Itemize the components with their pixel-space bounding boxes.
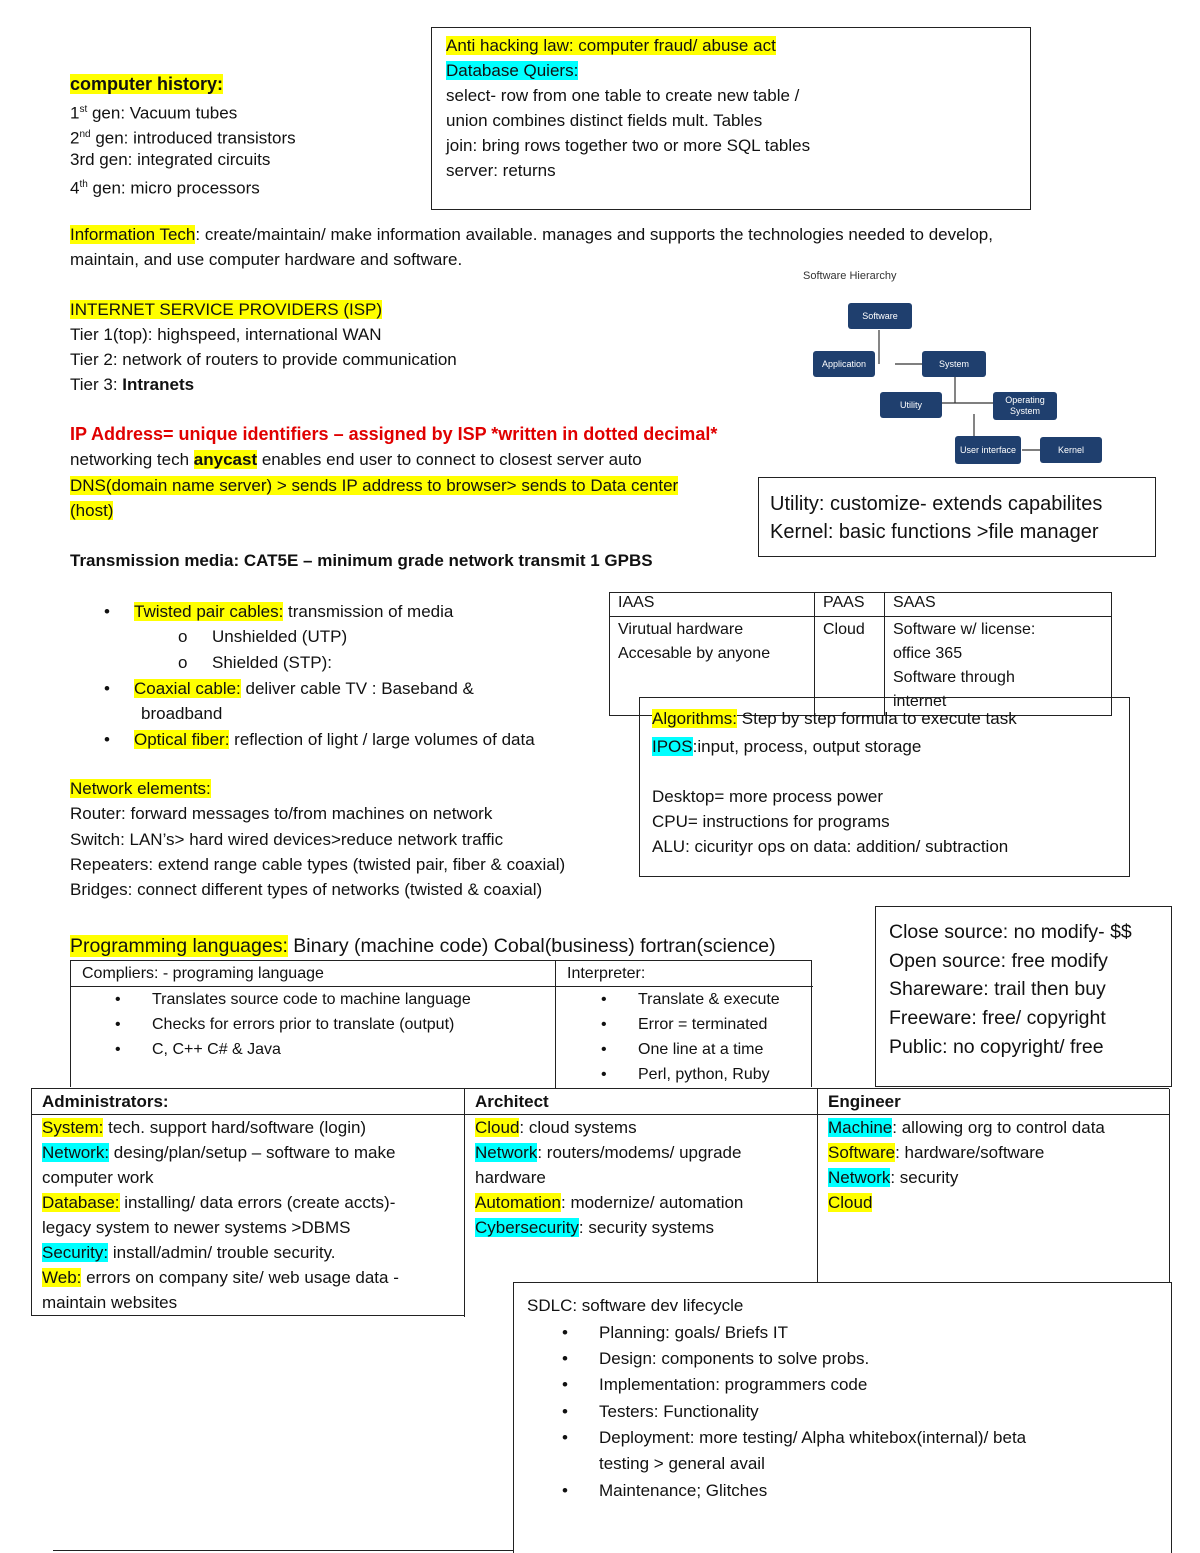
desktop-line: Desktop= more process power	[652, 787, 884, 806]
programming-languages-title: Programming languages: Binary (machine code) Cobal(business) fortran(science)	[70, 935, 776, 957]
arch-network: Network: routers/modems/ upgrade	[475, 1143, 742, 1162]
diagram-node-system: System	[922, 351, 986, 377]
isp-tier1: Tier 1(top): highspeed, international WAN	[70, 325, 382, 344]
admin-web-cont: maintain websites	[42, 1293, 178, 1312]
algorithms-box	[639, 697, 1130, 877]
coaxial-item-cont: broadband	[141, 704, 223, 723]
kernel-text: Kernel: basic functions >file manager	[770, 521, 1099, 543]
eng-machine: Machine: allowing org to control data	[828, 1118, 1105, 1137]
diagram-title: Software Hierarchy	[803, 270, 897, 282]
compiler-header: Compliers: - programing language	[82, 965, 324, 982]
close-source-line: Close source: no modify- $$	[889, 921, 1132, 943]
join-query-text: join: bring rows together two or more SQL tables	[446, 136, 811, 155]
arch-automation: Automation: modernize/ automation	[475, 1193, 744, 1212]
sdlc-box	[513, 1282, 1172, 1553]
alu-line: ALU: cicurityr ops on data: addition/ subtraction	[652, 837, 1009, 856]
license-types-box	[875, 906, 1172, 1087]
eng-software: Software: hardware/software	[828, 1143, 1045, 1162]
history-gen3: 3rd gen: integrated circuits	[70, 150, 271, 169]
diagram-node-utility: Utility	[880, 392, 942, 418]
server-text: server: returns	[446, 161, 556, 180]
repeaters-line: Repeaters: extend range cable types (twisted pair, fiber & coaxial)	[70, 855, 566, 874]
history-gen1: 1st gen: Vacuum tubes	[70, 103, 238, 123]
interpreter-header: Interpreter:	[567, 965, 646, 982]
algorithms-line: Algorithms: Step by step formula to execute task	[652, 709, 1017, 728]
open-source-line: Open source: free modify	[889, 950, 1108, 972]
eng-network: Network: security	[828, 1168, 959, 1187]
arch-network-cont: hardware	[475, 1168, 546, 1187]
iaas-header: IAAS	[610, 593, 815, 617]
shareware-line: Shareware: trail then buy	[889, 978, 1106, 1000]
history-gen2: 2nd gen: introduced transistors	[70, 128, 296, 148]
dns-line-cont: (host)	[70, 501, 114, 520]
sdlc-item: • Deployment: more testing/ Alpha whitebox(internal)/ beta	[562, 1428, 1027, 1447]
admin-web: Web: errors on company site/ web usage data -	[42, 1268, 399, 1287]
diagram-node-application: Application	[813, 351, 875, 377]
sdlc-item: • Maintenance; Glitches	[562, 1481, 768, 1500]
utility-kernel-box	[758, 477, 1156, 557]
saas-header: SAAS	[885, 593, 1112, 617]
isp-title: INTERNET SERVICE PROVIDERS (ISP)	[70, 300, 383, 319]
sdlc-item: • Implementation: programmers code	[562, 1375, 868, 1394]
admin-security: Security: install/admin/ trouble security.	[42, 1243, 336, 1262]
sdlc-item-cont: testing > general avail	[599, 1454, 765, 1473]
admin-system: System: tech. support hard/software (login)	[42, 1118, 367, 1137]
dns-line: DNS(domain name server) > sends IP address to browser> sends to Data center	[70, 476, 679, 495]
switch-line: Switch: LAN’s> hard wired devices>reduce network traffic	[70, 830, 504, 849]
sdlc-title: SDLC: software dev lifecycle	[527, 1296, 744, 1315]
arch-cybersecurity: Cybersecurity: security systems	[475, 1218, 715, 1237]
administrators-header: Administrators:	[42, 1092, 169, 1111]
transmission-title: Transmission media: CAT5E – minimum grade network transmit 1 GPBS	[70, 551, 653, 570]
ipos-line: IPOS:input, process, output storage	[652, 737, 922, 756]
admin-network: Network: desing/plan/setup – software to make	[42, 1143, 396, 1162]
coaxial-item: • Coaxial cable: deliver cable TV : Baseband &	[104, 679, 474, 698]
sdlc-item: • Planning: goals/ Briefs IT	[562, 1323, 788, 1342]
interpreter-item: • Error = terminated	[601, 1016, 768, 1033]
network-elements-title: Network elements:	[70, 779, 211, 798]
isp-tier2: Tier 2: network of routers to provide communication	[70, 350, 457, 369]
bridges-line: Bridges: connect different types of networks (twisted & coaxial)	[70, 880, 543, 899]
cpu-line: CPU= instructions for programs	[652, 812, 890, 831]
sdlc-item: • Testers: Functionality	[562, 1402, 759, 1421]
diagram-node-user-interface: User interface	[955, 436, 1021, 464]
history-title: computer history:	[70, 74, 224, 94]
engineer-header: Engineer	[828, 1092, 901, 1111]
stp-item: o Shielded (STP):	[178, 653, 332, 672]
utp-item: o Unshielded (UTP)	[178, 627, 348, 646]
compiler-item: • Translates source code to machine language	[115, 991, 471, 1008]
anycast-line: networking tech anycast enables end user to connect to closest server auto	[70, 450, 642, 469]
ip-address-title: IP Address= unique identifiers – assigned by ISP *written in dotted decimal*	[70, 424, 718, 444]
admin-database: Database: installing/ data errors (create accts)-	[42, 1193, 396, 1212]
sdlc-item: • Design: components to solve probs.	[562, 1349, 870, 1368]
arch-cloud: Cloud: cloud systems	[475, 1118, 637, 1137]
freeware-line: Freeware: free/ copyright	[889, 1007, 1106, 1029]
database-queries-heading: Database Quiers:	[446, 61, 579, 80]
admin-network-cont: computer work	[42, 1168, 154, 1187]
history-gen4: 4th gen: micro processors	[70, 178, 260, 198]
compiler-interpreter-table	[70, 960, 812, 1087]
admin-database-cont: legacy system to newer systems >DBMS	[42, 1218, 351, 1237]
interpreter-item: • Translate & execute	[601, 991, 780, 1008]
saas-cell: Software w/ license: office 365 Software through internet	[885, 617, 1112, 716]
diagram-node-operating-system: Operating System	[993, 392, 1057, 420]
compiler-item: • C, C++ C# & Java	[115, 1041, 281, 1058]
interpreter-item: • One line at a time	[601, 1041, 764, 1058]
anti-hacking-law: Anti hacking law: computer fraud/ abuse act	[446, 36, 776, 55]
union-query-text: union combines distinct fields mult. Tables	[446, 111, 763, 130]
diagram-node-kernel: Kernel	[1040, 437, 1102, 463]
paas-header: PAAS	[815, 593, 885, 617]
diagram-node-software: Software	[848, 303, 912, 329]
router-line: Router: forward messages to/from machines on network	[70, 804, 493, 823]
eng-cloud: Cloud	[828, 1193, 873, 1212]
info-tech-line1: Information Tech: create/maintain/ make information available. manages and supports the technologies needed to develop,	[70, 225, 993, 244]
compiler-item: • Checks for errors prior to translate (output)	[115, 1016, 455, 1033]
twisted-pair-item: • Twisted pair cables: transmission of media	[104, 602, 454, 621]
paas-cell: Cloud	[815, 617, 885, 716]
info-tech-line2: maintain, and use computer hardware and software.	[70, 250, 463, 269]
optical-fiber-item: • Optical fiber: reflection of light / large volumes of data	[104, 730, 535, 749]
select-query-text: select- row from one table to create new table /	[446, 86, 800, 105]
architect-header: Architect	[475, 1092, 549, 1111]
isp-tier3: Tier 3: Intranets	[70, 375, 195, 394]
iaas-cell: Virutual hardware Accesable by anyone	[610, 617, 815, 716]
utility-text: Utility: customize- extends capabilites	[770, 493, 1103, 515]
hacking-database-box	[431, 27, 1031, 210]
interpreter-item: • Perl, python, Ruby	[601, 1066, 770, 1083]
bottom-rule	[53, 1550, 513, 1551]
public-line: Public: no copyright/ free	[889, 1036, 1104, 1058]
